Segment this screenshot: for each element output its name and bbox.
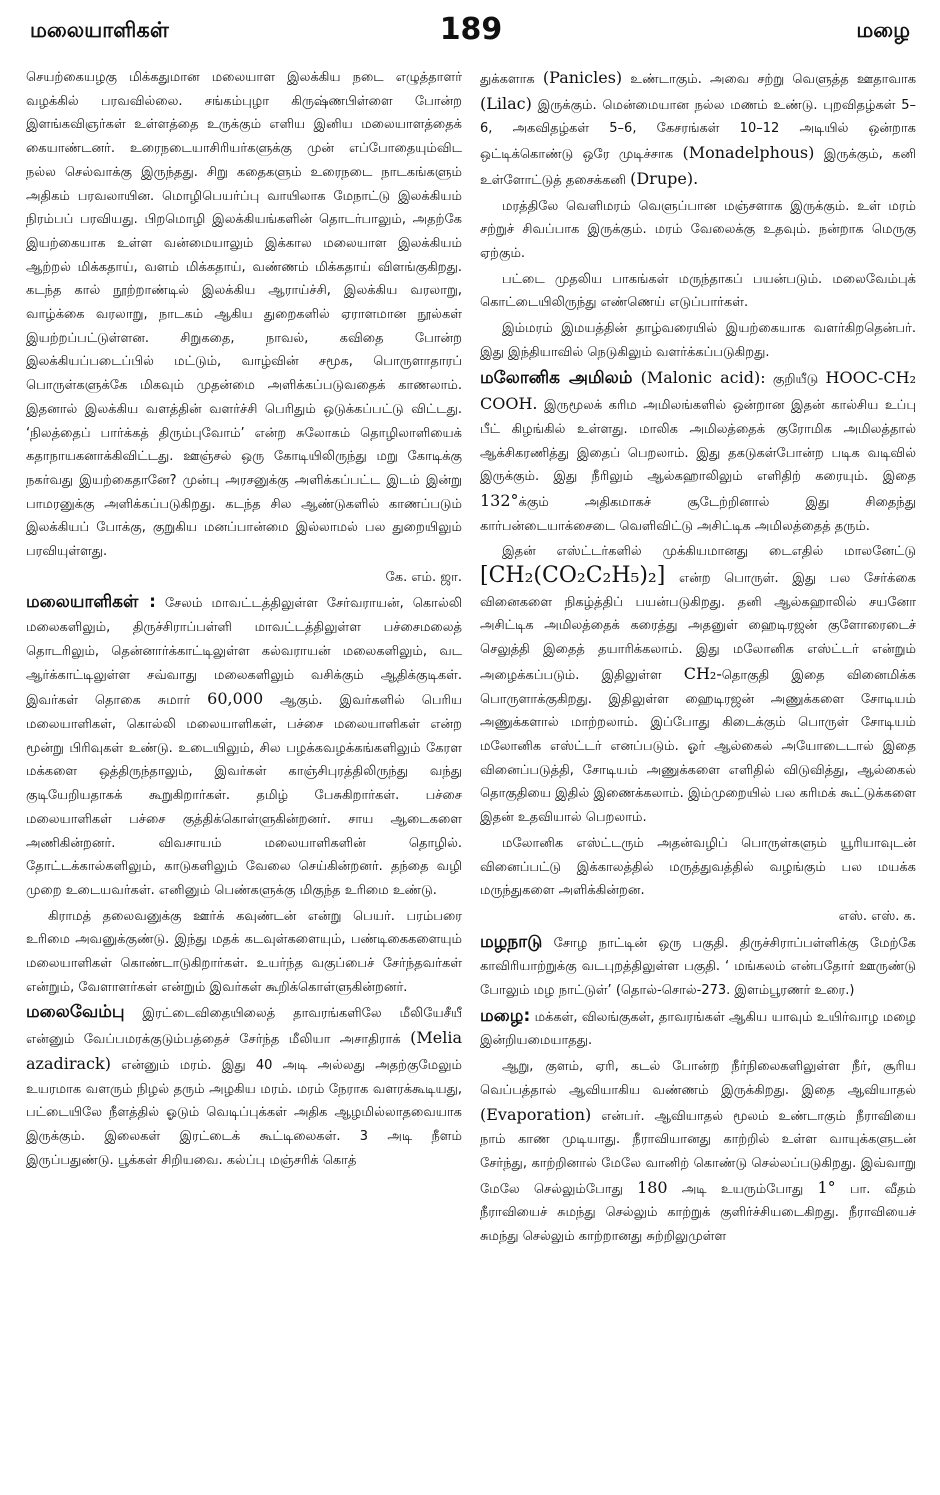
latin-term: (Panicles): [542, 68, 623, 87]
latin-term: (Evaporation): [480, 1104, 592, 1124]
paragraph-text: இம்மரம் இமயத்தின் தாழ்வரையில் இயற்கையாக வளர்கிறதென்பர். இது இந்தியாவில் நெடுகிலும் வளர்க்கப்படுகிறது.: [480, 321, 916, 360]
chemical-formula: HOOC-CH₂ COOH.: [480, 368, 916, 414]
paragraph-village-head: [26, 905, 462, 1000]
entry-malonic-acid: [480, 366, 916, 538]
entry-heading: மலைவேம்பு: [26, 1002, 125, 1023]
paragraph-flowers: [480, 66, 916, 193]
paragraph-esters: [480, 540, 916, 829]
entry-malaivembu: [26, 1001, 462, 1172]
paragraph-urea: [480, 832, 916, 903]
paragraph-habitat: [480, 317, 916, 364]
signature-line: [480, 905, 916, 929]
running-head-left: மலையாளிகள்: [30, 18, 169, 42]
text: பா. வீதம் நீராவியைச் சுமந்து செல்லும் காற்றுக் குளிர்ச்சியடைகிறது. நீராவியைச் சுமந்து செல்லும் காற்றானது சுற்றிலுமுள்ள: [480, 1181, 917, 1245]
running-head-right: மழை: [856, 18, 910, 42]
author-signature: எஸ். எஸ். க.: [838, 908, 916, 924]
entry-text: மக்கள், விலங்குகள், தாவரங்கள் ஆகிய யாவும் உயிர்வாழ மழை இன்றியமையாதது.: [480, 1009, 916, 1049]
entry-mazhai: [480, 1005, 916, 1053]
entry-malayalis: [26, 591, 462, 902]
text: தொகுதி இதை வினைமிக்க பொருளாக்குகிறது. இதிலுள்ள ஹைடிரஜன் அணுக்களை சோடியம் அணுக்களால் மாற்றலாம். இப்போது கிடைக்கும் பொருள் சோடியம் மலோனிக எஸ்ட்டர் எனப்படும். ஓர் ஆல்கைல் அயோடைடால் இதை வினைப்படுத்தி, சோடியம் அணுக்களை எளிதில் விடுவித்து, ஆல்கைல் தொகுதியை இதில் இணைக்கலாம். இம்முறையில் பல கரிமக் கூட்டுக்களை இதன் உதவியால் பெறலாம்.: [480, 667, 916, 826]
text: குறியீடு: [765, 372, 826, 388]
left-column: [26, 66, 462, 1251]
text: இருமூலக் கரிம அமிலங்களில் ஒன்றான இதன் கால்சிய உப்பு பீட் கிழங்கில் உள்ளது. மாலிக அமிலத்தைக் குரோமிக அமிலத்தால் ஆக்சிகரணித்து இதைப் பெறலாம். இது தகடுகள்போன்ற படிக வடிவில் இருக்கும். இது நீரிலும் ஆல்கஹாலிலும் எளிதிற் கரையும். இதை: [480, 398, 916, 485]
text: என்பர். ஆவியாதல் மூலம் உண்டாகும் நீராவியை நாம் காண முடியாது. நீராவியானது காற்றில் உள்ள வாயுக்களுடன் சேர்ந்து, காற்றினால் மேலே வானிற் கொண்டு செல்லப்படுகிறது. இவ்வாறு மேலே செல்லும்போது: [480, 1108, 916, 1197]
entry-mazhanadu: [480, 931, 916, 1003]
text: ஆறு, குளம், ஏரி, கடல் போன்ற நீர்நிலைகளிலுள்ள நீர், சூரிய வெப்பத்தால் ஆவியாகிய வண்ணம் இருக்கிறது. இதை ஆவியாதல்: [480, 1059, 916, 1098]
entry-text: சேலம் மாவட்டத்திலுள்ள சேர்வராயன், கொல்லி மலைகளிலும், திருச்சிராப்பள்ளி மாவட்டத்திலுள்ள பச்சைமலைத் தொடரிலும், தென்னார்க்காட்டிலுள்ள கல்வராயன் மலைகளிலும், வட ஆர்க்காட்டிலுள்ள சவ்வாது மலைகளிலும் வசிக்கும் ஆதிக்குடிகள். இவர்கள் தொகை சுமார்: [26, 596, 462, 709]
population-number: 60,000: [207, 689, 264, 709]
paragraph-text: மலோனிக எஸ்ட்டரும் அதன்வழிப் பொருள்களும் யூரியாவுடன் வினைப்பட்டு இக்காலத்தில் மருத்துவத்தில் வழங்கும் பல மயக்க மருந்துகளை அளிக்கின்றன.: [480, 835, 916, 899]
paragraph-text: பட்டை முதலிய பாகங்கள் மருந்தாகப் பயன்படும். மலைவேம்புக் கொட்டையிலிருந்து எண்ணெய் எடுப்பார்கள்.: [480, 271, 916, 311]
text: துக்களாக: [480, 72, 543, 87]
paragraph-text: செயற்கையழகு மிக்கதுமான மலையாள இலக்கிய நடை எழுத்தாளர் வழக்கில் பரவவில்லை. சங்கம்புழா கிருஷ்ணபிள்ளை போன்ற இளங்கவிஞர்கள் உள்ளத்தை உருக்கும் எளிய இனிய மலையாளத்தைக் கையாண்டனர். உரைநடையாசிரியர்களுக்கு முன் எப்போதையும்விட நல்ல செல்வாக்கு இருந்தது. சிறு கதைகளும் உரைநடை நாடகங்களும் அதிகம் பரவலாயின. மொழிபெயர்ப்பு வாயிலாக மேநாட்டு இலக்கியம் நிரம்பப் பரவியது. பிறமொழி இலக்கியங்களின் தொடர்பாலும், அதற்கே இயற்கையாக உள்ள வன்மையாலும் இக்கால மலையாள இலக்கியம் ஆற்றல் மிக்கதாய், வளம் மிக்கதாய், வண்ணம் மிக்கதாய் விளங்குகிறது. கடந்த கால் நூற்றாண்டில் இலக்கிய ஆராய்ச்சி, இலக்கிய வரலாறு, வாழ்க்கை வரலாறு, நாடகம் ஆகிய துறைகளில் ஏராளமான நூல்கள் இயற்றப்பட்டுள்ளன. சிறுகதை, நாவல், கவிதை போன்ற இலக்கியப்படைப்பில் மட்டும், வாழ்வின் சமூக, பொருளாதாரப் பொருள்களுக்கே மிகவும் முதன்மை அளிக்கப்படுவதைக் காணலாம். இதனால் இலக்கிய வளத்தின் வளர்ச்சி பெரிதும் ஒடுக்கப்பட்டு விட்டது. ‘நிலத்தைப் பார்க்கத் திரும்புவோம்’ என்ற சுலோகம் தொழிலாளியைக் கதாநாயகனாக்கிவிட்டது. ஊஞ்சல் ஒரு கோடியிலிருந்து மறு கோடிக்கு நகர்வது இயற்கைதானே? முன்பு அரசனுக்கு அளிக்கப்பட்ட இடம் இன்று பாமரனுக்கு அளிக்கப்படுகிறது. கடந்த சில ஆண்டுகளில் காணப்படும் இலக்கியப் போக்கு, குறுகிய மனப்பான்மை இல்லாமல் பல துறையிலும் பரவியுள்ளது.: [26, 70, 462, 560]
entry-text: இரட்டைவிதையிலைத் தாவரங்களிலே மீலியேசீயீ என்னும் வேப்பமரக்குடும்பத்தைச் சேர்ந்த மீலியா அசாதிராக்: [26, 1006, 462, 1048]
text: க்கும் அதிகமாகச் சூடேற்றினால் இது சிதைந்து கார்பன்டையாக்சைடை வெளிவிட்டு அசிட்டிக அமிலத்தைத் தரும்.: [480, 494, 916, 534]
entry-heading: மழை:: [480, 1005, 531, 1026]
entry-text: ஆகும். இவர்களில் பெரிய மலையாளிகள், கொல்லி மலையாளிகள், பச்சை மலையாளிகள் என்ற மூன்று பிரிவுகள் உண்டு. உடையிலும், சில பழக்கவழக்கங்களிலும் கேரள மக்களை ஒத்திருந்தாலும், இவர்கள் காஞ்சிபுரத்திலிருந்து வந்து குடியேறியதாகக் கூறுகிறார்கள். தமிழ் பேசுகிறார்கள். பச்சை மலையாளிகள் பச்சை குத்திக்கொள்ளுகின்றனர். சாய ஆடைகளை அணிகின்றனர். விவசாயம் மலையாளிகளின் தொழில். தோட்டக்கால்களிலும், காடுகளிலும் வேலை செய்கின்றனர். தந்தை வழி முறை உடையவர்கள். எனினும் பெண்களுக்கு மிகுந்த உரிமை உண்டு.: [26, 693, 463, 898]
entry-text: என்னும் மரம். இது 40 அடி அல்லது அதற்குமேலும் உயரமாக வளரும் நிழல் தரும் அழகிய மரம். மரம் நேராக வளரக்கூடியது, பட்டையிலே நீளத்தில் ஓடும் வெடிப்புக்கள் அதிக ஆழமில்லாதவையாக இருக்கும். இலைகள் இரட்டைக் கூட்டிலைகள். 3 அடி நீளம் இருப்பதுண்டு. பூக்கள் சிறியவை. கல்ப்பு மஞ்சரிக் கொத்: [26, 1057, 462, 1168]
paragraph-wood: [480, 195, 916, 266]
paragraph-bark: [480, 268, 916, 315]
text: உண்டாகும். அவை சற்று வெளுத்த ஊதாவாக: [622, 72, 917, 87]
paragraph-evaporation: [480, 1055, 916, 1249]
latin-term: (Drupe).: [630, 168, 699, 188]
ester-formula: [CH₂(CO₂C₂H₅)₂]: [480, 563, 666, 589]
entry-heading: மலையாளிகள் :: [26, 592, 156, 613]
temperature: 132°: [480, 490, 519, 510]
author-signature: கே. எம். ஜா.: [385, 569, 462, 585]
page-number: 189: [439, 12, 503, 47]
height-number: 180: [637, 1177, 668, 1197]
entry-text: சோழ நாட்டின் ஒரு பகுதி. திருச்சிராப்பள்ளிக்கு மேற்கே காவிரியாற்றுக்கு வடபுறத்திலுள்ள பகுதி. ‘ மங்கலம் என்பதோர் ஊருண்டு போலும் மழ நாட்டுள்’ (தொல்-சொல்-273. இளம்பூரணர் உரை.): [480, 935, 916, 999]
ch2-group: CH₂-: [683, 663, 722, 683]
columns: [26, 66, 916, 1251]
text: இதன் எஸ்ட்டர்களில் முக்கியமானது டைஎதில் மாலனேட்டு: [502, 544, 916, 560]
right-column: [480, 66, 916, 1251]
latin-term: (Monadelphous): [682, 143, 815, 163]
paragraph-text: கிராமத் தலைவனுக்கு ஊர்க் கவுண்டன் என்று பெயர். பரம்பரை உரிமை அவனுக்குண்டு. இந்து மதக் கடவுள்களையும், பண்டிகைகளையும் மலையாளிகள் கொண்டாடுகிறார்கள். உயர்ந்த வகுப்பைச் சேர்ந்தவர்கள் என்றும், வேளாளர்கள் என்றும் இவர்கள் கூறிக்கொள்ளுகின்றனர்.: [26, 908, 462, 995]
text: இருக்கும். மென்மையான நல்ல மணம் உண்டு. புறவிதழ்கள் 5–6, அகவிதழ்கள் 5–6, கேசரங்கள் 10–12 அடியில் ஒன்றாக ஒட்டிக்கொண்டு ஒரே முடிச்சாக: [480, 97, 916, 163]
latin-term: (Malonic acid):: [632, 368, 766, 388]
signature-line: [26, 566, 462, 590]
page-header: [26, 10, 916, 54]
degree-value: 1°: [817, 1177, 836, 1197]
paragraph-malayalam-literature: [26, 66, 462, 564]
paragraph-text: மரத்திலே வெளிமரம் வெளுப்பான மஞ்சளாக இருக்கும். உள் மரம் சற்றுச் சிவப்பாக இருக்கும். மரம் வேலைக்கு உதவும். நன்றாக மெருகு ஏற்கும்.: [480, 198, 916, 261]
latin-name: (Melia azadirack): [26, 1028, 462, 1073]
entry-heading: மலோனிக அமிலம்: [480, 368, 633, 389]
text: அடி உயரும்போது: [667, 1181, 818, 1197]
text: என்ற பொருள். இது பல சேர்க்கை வினைகளை நிகழ்த்திப் பயன்படுகிறது. தனி ஆல்கஹாலில் சயனோ அசிட்டிக அமிலத்தைக் கரைத்து அதனுள் ஹைடிரஜன் குளோரைடைச் செலுத்தி இதைத் தயாரிக்கலாம். இது மலோனிக எஸ்ட்டர் என்றும் அழைக்கப்படும். இதிலுள்ள: [480, 571, 916, 683]
text: இருக்கும், கனி உள்ளோட்டுத் தசைக்கனி: [480, 147, 916, 188]
latin-term: (Lilac): [480, 93, 532, 113]
entry-heading: மழநாடு: [480, 931, 543, 952]
